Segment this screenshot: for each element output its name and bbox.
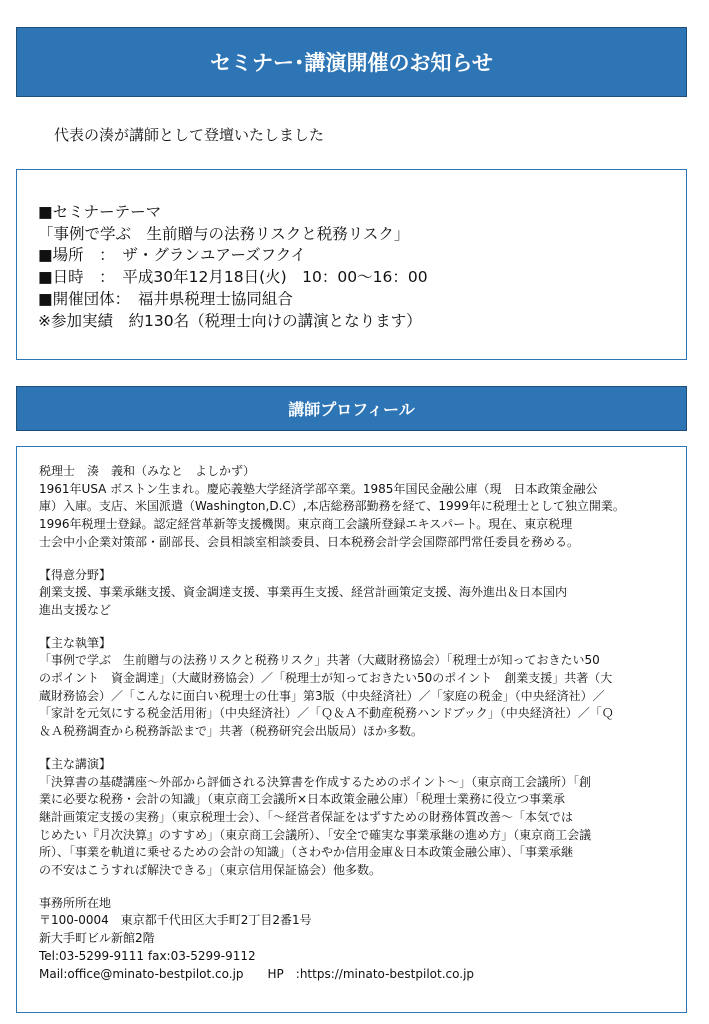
notice-header-banner bbox=[16, 27, 687, 97]
seminar-theme-heading: ■セミナーテーマ bbox=[38, 203, 162, 221]
writings-line: 「事例で学ぶ 生前贈与の法務リスクと税務リスク」共著（大蔵財務協会）「税理士が知っておきたい50 bbox=[39, 653, 600, 668]
intro-text: 代表の湊が講師として登壇いたしました bbox=[54, 126, 325, 144]
lectures-line: 「決算書の基礎講座～外部から評価される決算書を作成するためのポイント～」（東京商工会議所）「創 bbox=[39, 774, 592, 789]
office-phone-fax: Tel:03-5299-9111 fax:03-5299-9112 bbox=[39, 948, 256, 963]
seminar-venue: ■場所 ： ザ・グランユアーズフクイ bbox=[38, 246, 306, 265]
seminar-theme: 「事例で学ぶ 生前贈与の法務リスクと税務リスク」 bbox=[38, 224, 410, 243]
profile-box bbox=[16, 446, 687, 1013]
lectures-line: 業に必要な税務・会計の知識」（東京商工会議所×日本政策金融公庫）「税理士業務に役立つ事業承 bbox=[39, 792, 566, 807]
bio-line: 1961年USA ボストン生まれ。慶応義塾大学経済学部卒業。1985年国民金融公庫（現 日本政策金融公 bbox=[39, 481, 598, 496]
writings-line: 「家計を元気にする税金活用術」（中央経済社）／「Ｑ＆Ａ不動産税務ハンドブック」（中央経済社）／「Ｑ bbox=[39, 706, 614, 721]
profile-title: 講師プロフィール bbox=[288, 400, 415, 419]
profile-header-banner bbox=[16, 386, 687, 431]
writings-heading: 【主な執筆】 bbox=[39, 635, 112, 650]
office-building: 新大手町ビル新館2階 bbox=[39, 931, 155, 946]
lectures-line: の不安はこうすれば解決できる」（東京信用保証協会）他多数。 bbox=[39, 863, 382, 878]
seminar-date: ■日時 ： 平成30年12月18日(火) 10：00～16：00 bbox=[38, 268, 428, 287]
profile-content bbox=[39, 463, 679, 983]
notice-title: セミナー･講演開催のお知らせ bbox=[210, 51, 493, 75]
office-mail-web: Mail:office@minato-bestpilot.co.jp HP :https://minato-bestpilot.co.jp bbox=[39, 966, 475, 981]
bio-line: 士会中小企業対策部・副部長、会員相談室相談委員、日本税務会計学会国際部門常任委員を務める。 bbox=[39, 534, 580, 549]
lectures-line: じめたい『月次決算』のすすめ」（東京商工会議所）、「安全で確実な事業承継の進め方」（東京商工会議 bbox=[39, 827, 592, 842]
lecturer-name: 税理士 湊 義和（みなと よしかず） bbox=[39, 464, 256, 478]
specialty-line: 進出支援など bbox=[39, 602, 112, 617]
seminar-info-box bbox=[16, 169, 687, 360]
office-address: 〒100-0004 東京都千代田区大手町2丁目2番1号 bbox=[39, 913, 312, 928]
bio-line: 1996年税理士登録。認定経営革新等支援機関。東京商工会議所登録エキスパート。現在、東京税理 bbox=[39, 517, 573, 532]
seminar-attendance: ※参加実績 約130名（税理士向けの講演となります） bbox=[38, 311, 422, 330]
lectures-line: 所）、「事業を軌道に乗せるための会計の知識」（さわやか信用金庫＆日本政策金融公庫）、「事業承継 bbox=[39, 845, 574, 860]
specialty-line: 創業支援、事業承継支援、資金調達支援、事業再生支援、経営計画策定支援、海外進出＆日本国内 bbox=[39, 585, 568, 600]
seminar-organizer: ■開催団体： 福井県税理士協同組合 bbox=[38, 289, 293, 308]
writings-line: のポイント 資金調達」（大蔵財務協会）／「税理士が知っておきたい50のポイント 創業支援」共著（大 bbox=[39, 671, 613, 686]
lectures-heading: 【主な講演】 bbox=[39, 756, 112, 771]
bio-line: 庫）入庫。支店、米国派遣（Washington,D.C）,本店総務部勤務を経て、1999年に税理士として独立開業。 bbox=[39, 499, 625, 514]
seminar-details bbox=[38, 202, 428, 332]
office-heading: 事務所所在地 bbox=[39, 895, 112, 910]
specialty-heading: 【得意分野】 bbox=[39, 567, 112, 582]
writings-line: 蔵財務協会）／「こんなに面白い税理士の仕事」第3版（中央経済社）／「家庭の税金」（中央経済社）／ bbox=[39, 688, 605, 703]
writings-line: ＆Ａ税務調査から税務訴訟まで」共著（税務研究会出版局）ほか多数。 bbox=[39, 724, 424, 739]
lectures-line: 継計画策定支援の実務」（東京税理士会）、「～経営者保証をはずすための財務体質改善～「本気では bbox=[39, 809, 574, 824]
